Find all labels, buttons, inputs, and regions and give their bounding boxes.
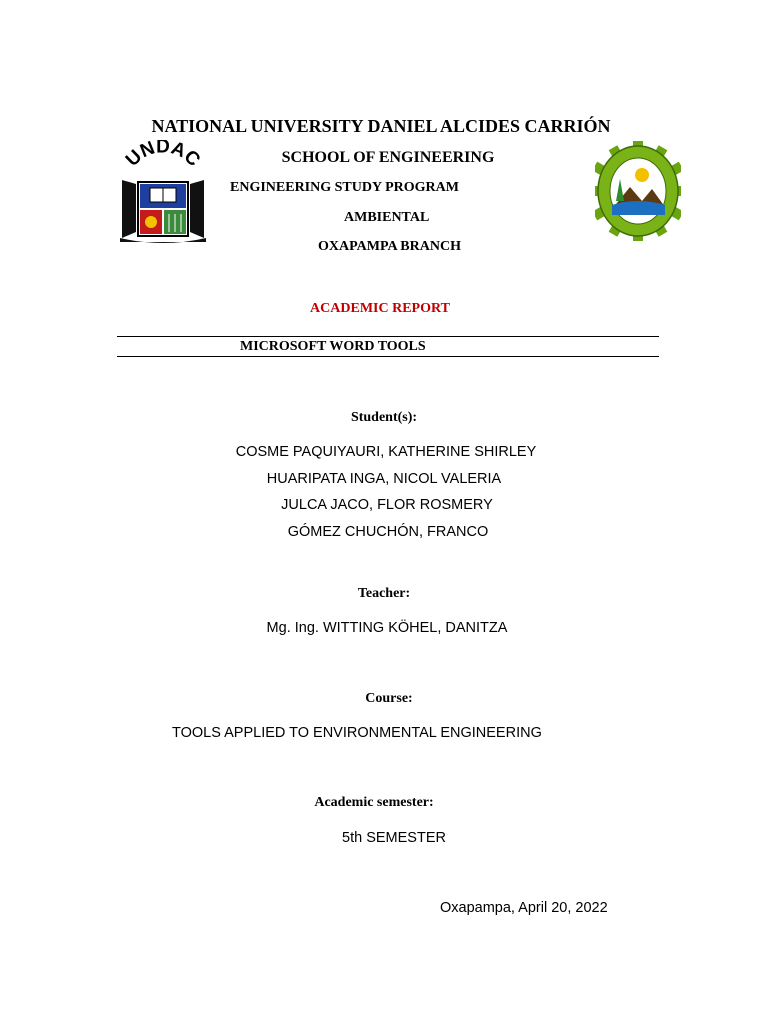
undac-logo-text: UNDAC — [121, 140, 205, 171]
student-name: JULCA JACO, FLOR ROSMERY — [281, 497, 493, 513]
branch-name: OXAPAMPA BRANCH — [318, 239, 461, 254]
course-name: TOOLS APPLIED TO ENVIRONMENTAL ENGINEERING — [172, 725, 542, 741]
report-title: ACADEMIC REPORT — [310, 301, 450, 316]
engineering-gear-seal-icon — [595, 141, 681, 241]
semester-value: 5th SEMESTER — [342, 830, 446, 846]
svg-text:UNDAC — [122, 140, 204, 171]
program-heading: ENGINEERING STUDY PROGRAM — [230, 180, 459, 195]
course-label: Course: — [365, 691, 413, 706]
school-name: SCHOOL OF ENGINEERING — [281, 149, 495, 166]
semester-label: Academic semester: — [314, 795, 434, 810]
students-label: Student(s): — [350, 410, 418, 425]
student-name: HUARIPATA INGA, NICOL VALERIA — [266, 471, 502, 487]
engineering-seal-logo — [595, 141, 681, 241]
bottom-rule — [117, 356, 659, 357]
place-date: Oxapampa, April 20, 2022 — [440, 900, 608, 916]
top-rule — [117, 336, 659, 337]
student-name: GÓMEZ CHUCHÓN, FRANCO — [287, 524, 489, 540]
student-name: COSME PAQUIYAURI, KATHERINE SHIRLEY — [235, 444, 537, 460]
report-subject: MICROSOFT WORD TOOLS — [240, 339, 426, 354]
teacher-name: Mg. Ing. WITTING KÖHEL, DANITZA — [266, 620, 508, 636]
university-name: NATIONAL UNIVERSITY DANIEL ALCIDES CARRIÓN — [151, 116, 611, 136]
program-name: AMBIENTAL — [344, 210, 430, 225]
undac-shield-emblem-icon — [118, 140, 208, 244]
teacher-label: Teacher: — [357, 586, 411, 601]
undac-logo — [118, 140, 208, 244]
